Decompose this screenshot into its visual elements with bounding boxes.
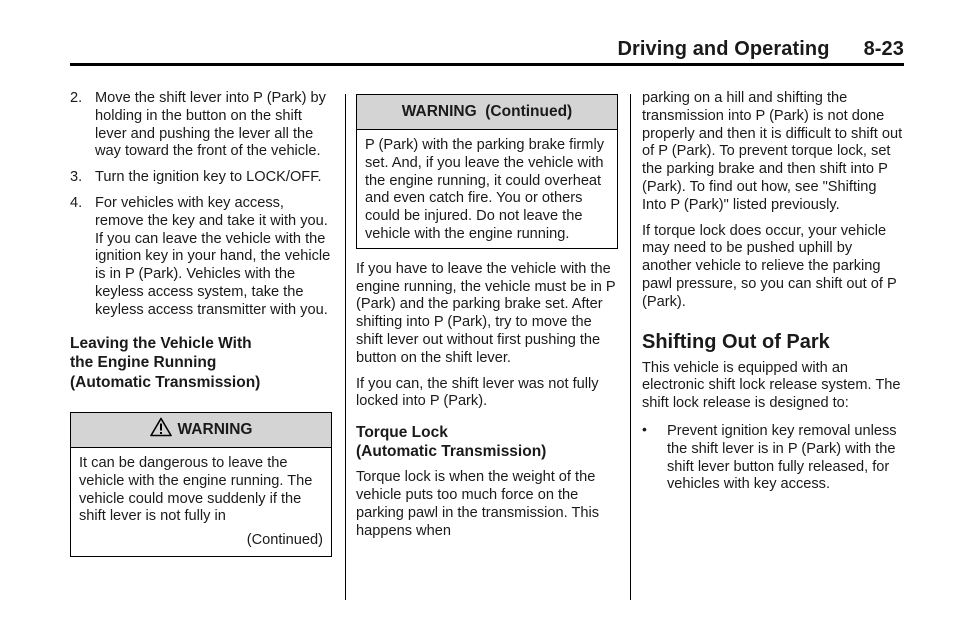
- subheading-line: (Automatic Transmission): [356, 443, 547, 461]
- step-number: 2.: [70, 90, 83, 106]
- paragraph: parking on a hill and shifting the transmission into P (Park) is not done properly and then it is difficult to shift out of P (Park). To prevent torque lock, set the parking brake and then shift into P (Park). To find out how, see "Shifting Into P (Park)" listed previously.: [642, 90, 903, 213]
- paragraph: This vehicle is equipped with an electronic shift lock release system. The shift lock release is designed to:: [642, 359, 901, 412]
- subheading-torque-lock: [356, 423, 618, 461]
- warning-continued-title-bar: [357, 95, 617, 130]
- subheading-line: (Automatic Transmission): [70, 373, 261, 391]
- step-text: For vehicles with key access, remove the key and take it with you. If you can leave the vehicle with the ignition key in your hand, the vehicle is in P (Park). Vehicles with the keyless access system, take the keyless access transmitter with you.: [95, 194, 331, 318]
- step-text: Move the shift lever into P (Park) by holding in the button on the shift lever and pushing the lever all the way toward the front of the vehicle.: [95, 90, 326, 160]
- paragraph: If you can, the shift lever was not fully locked into P (Park).: [356, 375, 599, 410]
- page-number: 8-23: [863, 38, 904, 60]
- warning-title: WARNING: [177, 421, 253, 439]
- bullet-icon: •: [642, 420, 647, 437]
- column-3: [642, 90, 904, 494]
- step-number: 3.: [70, 169, 83, 186]
- subheading-line: Leaving the Vehicle With: [70, 334, 252, 352]
- warning-continued-title: WARNING (Continued): [401, 103, 573, 120]
- subheading-line: the Engine Running: [70, 354, 217, 372]
- column-1: [70, 90, 332, 557]
- warning-body: [71, 448, 331, 556]
- warning-continued-box: [356, 94, 618, 249]
- column-2: [356, 94, 618, 548]
- step-2: [70, 90, 332, 161]
- header-rule: [70, 63, 904, 66]
- step-4: [70, 195, 332, 320]
- section-heading: Shifting Out of Park: [642, 330, 830, 353]
- warning-triangle-icon: [150, 417, 172, 437]
- warning-box: [70, 412, 332, 557]
- warning-text: It can be dangerous to leave the vehicle with the engine running. The vehicle could move suddenly if the shift lever is not fully in: [79, 455, 313, 525]
- section-title-header: Driving and Operating: [617, 38, 830, 60]
- step-3: [70, 169, 332, 187]
- bullet-item: [642, 420, 904, 494]
- header-text: [617, 38, 904, 61]
- paragraph: Torque lock is when the weight of the vehicle puts too much force on the parking pawl in the transmission. This happens when: [356, 469, 600, 539]
- step-number: 4.: [70, 194, 83, 211]
- column-divider: [345, 94, 346, 600]
- page-header: [70, 38, 904, 66]
- continued-label: (Continued): [246, 532, 323, 549]
- step-text: Turn the ignition key to LOCK/OFF.: [95, 169, 322, 186]
- bullet-text: Prevent ignition key removal unless the shift lever is in P (Park) with the shift lever button fully released, for vehicles with key access.: [667, 422, 897, 493]
- warning-title-bar: [71, 413, 331, 448]
- column-divider: [630, 94, 631, 600]
- subheading-line: Torque Lock: [356, 424, 448, 442]
- paragraph: If torque lock does occur, your vehicle may need to be pushed uphill by another vehicle to relieve the parking pawl pressure, so you can shift out of P (Park).: [642, 222, 897, 310]
- warning-continued-body: [357, 130, 617, 248]
- warning-continued-text: P (Park) with the parking brake firmly set. And, if you leave the vehicle with the engine running, it could overheat and even catch fire. You or others could be injured. Do not leave the vehicle with the engine running.: [365, 137, 604, 242]
- paragraph: If you have to leave the vehicle with the engine running, the vehicle must be in P (Park) and the parking brake set. After shifting into P (Park), try to move the shift lever out without first pushing the button on the shift lever.: [356, 260, 616, 366]
- subheading-leaving-vehicle: [70, 334, 332, 393]
